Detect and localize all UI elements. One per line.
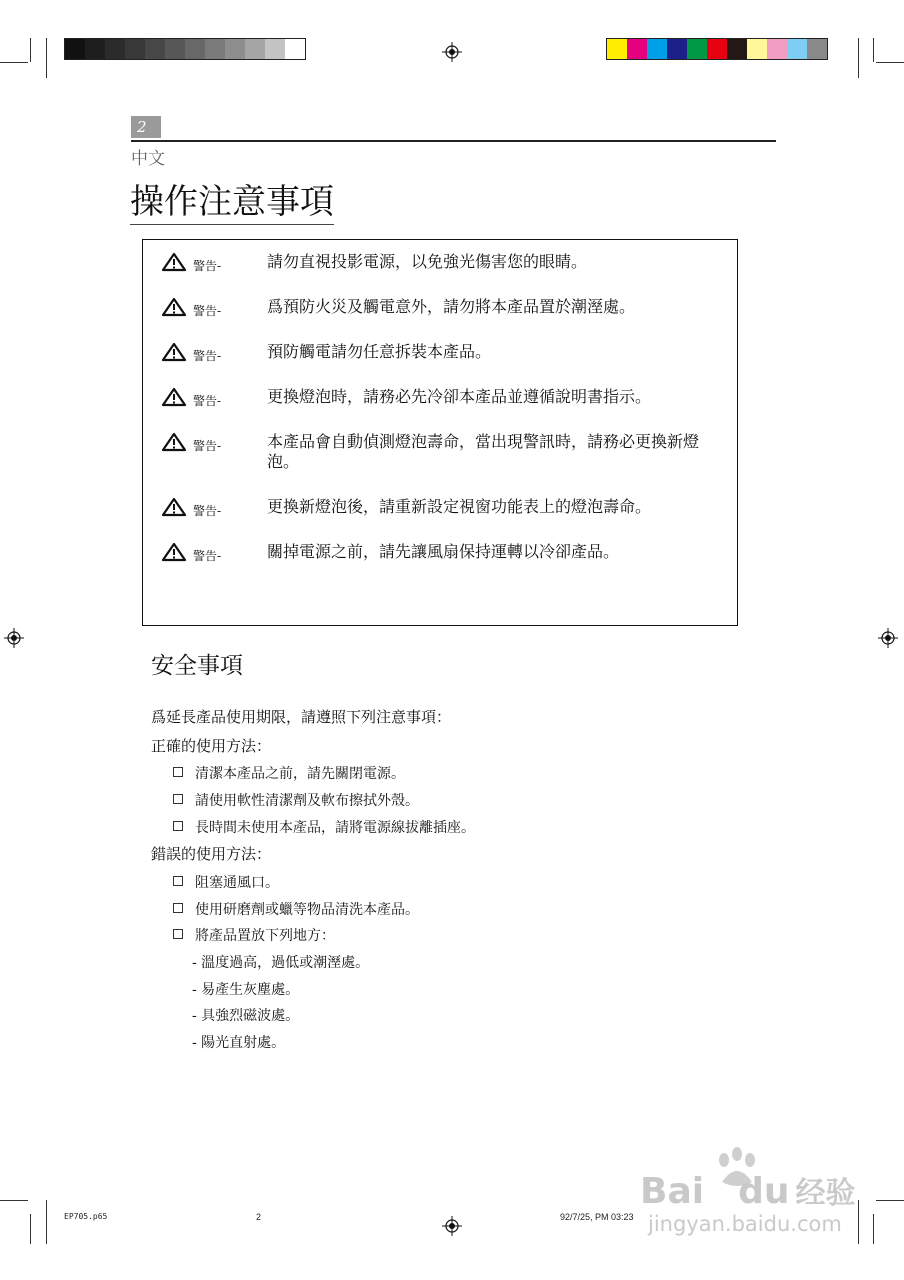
calibration-swatch: [65, 39, 85, 59]
list-item: [173, 763, 405, 783]
calibration-swatch: [727, 39, 747, 59]
warning-label: 警告-: [193, 259, 222, 273]
checkbox-square-icon: [173, 903, 183, 913]
watermark-brand-bai: Bai: [640, 1171, 705, 1212]
crop-mark: [858, 1200, 859, 1244]
checkbox-square-icon: [173, 794, 183, 804]
warning-label: 警告-: [193, 549, 222, 563]
calibration-swatch: [787, 39, 807, 59]
page-title: 操作注意事項: [130, 182, 334, 225]
crop-mark: [873, 38, 874, 62]
checkbox-square-icon: [173, 876, 183, 886]
calibration-swatch: [185, 39, 205, 59]
crop-mark: [876, 1200, 904, 1201]
calibration-swatch: [225, 39, 245, 59]
warning-text: 關掉電源之前，請先讓風扇保持運轉以冷卻產品。: [267, 542, 620, 561]
list-item: [173, 790, 419, 810]
warning-triangle-icon: [161, 252, 187, 272]
calibration-swatch: [667, 39, 687, 59]
registration-mark-icon: [442, 1216, 462, 1236]
registration-mark-icon: [878, 628, 898, 648]
correct-usage-heading: 正確的使用方法：: [151, 737, 272, 755]
crop-mark: [858, 38, 859, 78]
header-rule: [131, 140, 776, 142]
crop-mark: [0, 62, 28, 63]
calibration-swatch: [105, 39, 125, 59]
warning-triangle-icon: [161, 542, 187, 562]
warning-text: 更換燈泡時，請務必先冷卻本產品並遵循說明書指示。: [267, 387, 652, 406]
wrong-usage-heading: 錯誤的使用方法：: [151, 845, 272, 863]
footer-page: 2: [256, 1212, 262, 1222]
calibration-swatch: [205, 39, 225, 59]
calibration-swatch: [145, 39, 165, 59]
calibration-swatch: [245, 39, 265, 59]
footer-date: 92/7/25, PM 03:23: [560, 1212, 634, 1222]
list-item-text: 長時間未使用本產品，請將電源線拔離插座。: [195, 820, 475, 836]
calibration-swatch: [265, 39, 285, 59]
warning-label: 警告-: [193, 304, 222, 318]
calibration-swatch: [165, 39, 185, 59]
crop-mark: [46, 1200, 47, 1244]
list-item: [173, 899, 419, 919]
crop-mark: [30, 1214, 31, 1244]
watermark-suffix: 经验: [795, 1176, 856, 1211]
warning-triangle-icon: [161, 497, 187, 517]
calibration-swatch: [707, 39, 727, 59]
page-number-badge: 2: [131, 116, 161, 138]
warning-text: 預防觸電請勿任意拆裝本產品。: [267, 342, 492, 361]
place-item: - 易產生灰塵處。: [192, 982, 300, 998]
checkbox-square-icon: [173, 767, 183, 777]
warning-label: 警告-: [193, 349, 222, 363]
watermark-brand: [640, 1168, 855, 1212]
calibration-swatch: [607, 39, 627, 59]
language-label: 中文: [131, 149, 165, 169]
registration-mark-icon: [4, 628, 24, 648]
calibration-swatch: [285, 39, 305, 59]
safety-heading: 安全事項: [151, 653, 243, 679]
warning-triangle-icon: [161, 297, 187, 317]
watermark-brand-du: du: [738, 1171, 790, 1212]
calibration-swatch: [767, 39, 787, 59]
warning-text: 更換新燈泡後，請重新設定視窗功能表上的燈泡壽命。: [267, 497, 652, 516]
list-item-text: 阻塞通風口。: [195, 875, 279, 891]
footer-filename: EP705.p65: [64, 1212, 108, 1221]
crop-mark: [873, 1214, 874, 1244]
calibration-swatch: [627, 39, 647, 59]
registration-mark-icon: [442, 42, 462, 62]
warning-text: 爲預防火災及觸電意外，請勿將本產品置於潮溼處。: [267, 297, 636, 316]
list-item: [173, 925, 335, 945]
list-item: [173, 817, 475, 837]
warning-label: 警告-: [193, 504, 222, 518]
warning-text: 本產品會自動偵測燈泡壽命，當出現警訊時，請務必更換新燈泡。: [267, 432, 700, 471]
checkbox-square-icon: [173, 821, 183, 831]
warning-triangle-icon: [161, 342, 187, 362]
place-item: - 陽光直射處。: [192, 1035, 286, 1051]
crop-mark: [46, 38, 47, 78]
safety-intro: 爲延長產品使用期限，請遵照下列注意事項：: [151, 708, 452, 726]
crop-mark: [876, 62, 904, 63]
calibration-swatch: [687, 39, 707, 59]
warning-text: 請勿直視投影電源，以免強光傷害您的眼睛。: [267, 252, 588, 271]
list-item-text: 請使用軟性清潔劑及軟布擦拭外殼。: [195, 793, 419, 809]
list-item-text: 使用研磨劑或蠟等物品清洗本產品。: [195, 902, 419, 918]
watermark-url: jingyan.baidu.com: [648, 1212, 842, 1236]
warning-triangle-icon: [161, 432, 187, 452]
place-item: - 溫度過高，過低或潮溼處。: [192, 955, 370, 971]
crop-mark: [30, 38, 31, 62]
grayscale-calibration-bar: [64, 38, 306, 60]
color-calibration-bar: [606, 38, 828, 60]
list-item: [173, 872, 279, 892]
list-item-text: 清潔本產品之前，請先關閉電源。: [195, 766, 405, 782]
calibration-swatch: [747, 39, 767, 59]
calibration-swatch: [85, 39, 105, 59]
crop-mark: [0, 1200, 28, 1201]
warning-label: 警告-: [193, 394, 222, 408]
warning-label: 警告-: [193, 439, 222, 453]
calibration-swatch: [807, 39, 827, 59]
place-item: - 具強烈磁波處。: [192, 1008, 300, 1024]
list-item-text: 將產品置放下列地方：: [195, 928, 335, 944]
calibration-swatch: [125, 39, 145, 59]
checkbox-square-icon: [173, 929, 183, 939]
warning-triangle-icon: [161, 387, 187, 407]
calibration-swatch: [647, 39, 667, 59]
warnings-box: [142, 239, 738, 626]
